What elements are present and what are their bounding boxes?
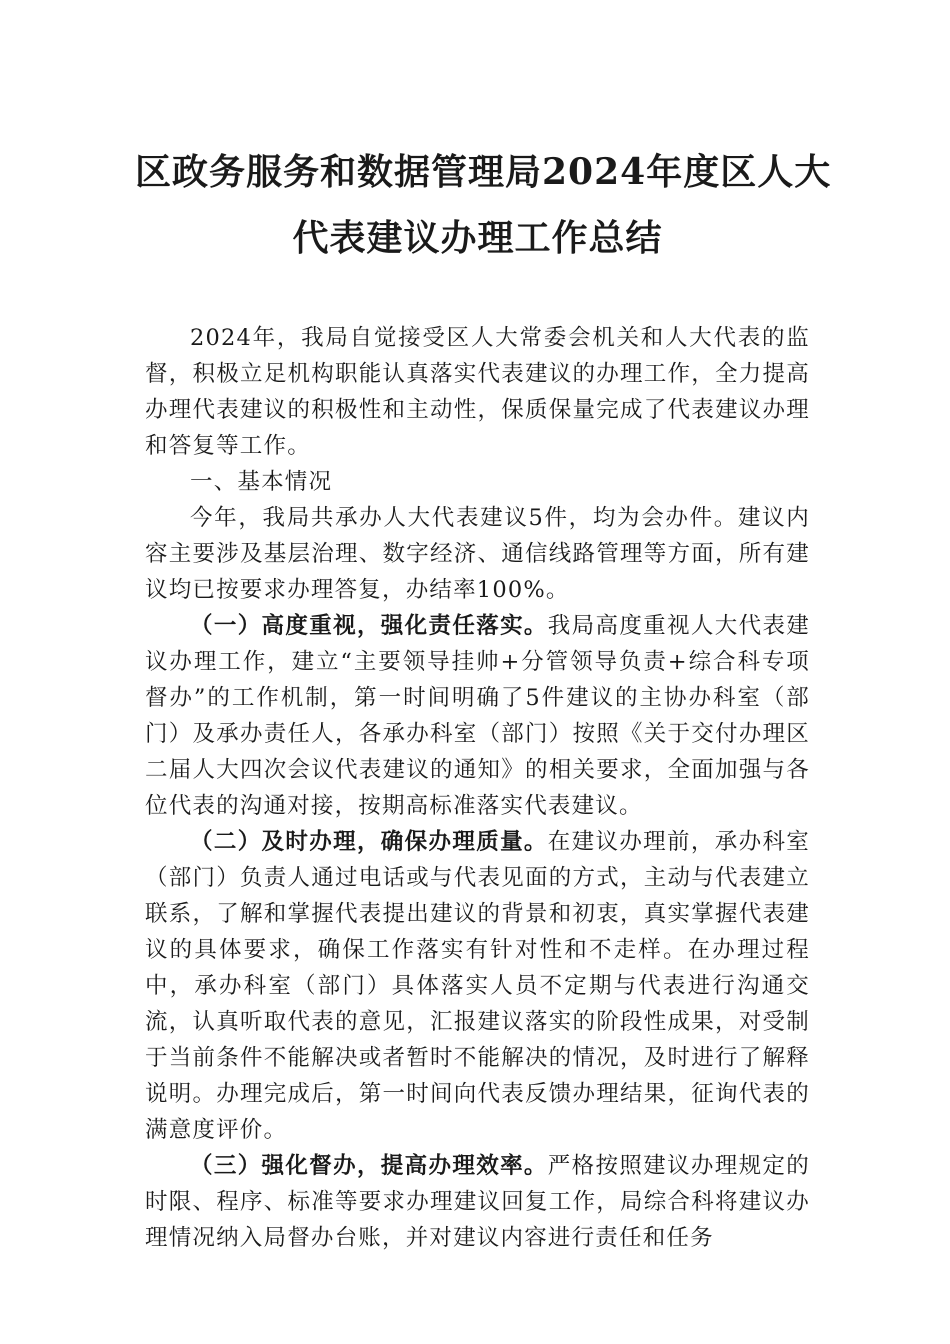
- item-3-text: 严格按照建议办理规定的时限、程序、标准等要求办理建议回复工作，局综合科将建议办理情况纳入局督办台账，并对建议内容进行责任和任务: [145, 1153, 810, 1251]
- document-page: [135, 150, 832, 1256]
- item-1-text: 我局高度重视人大代表建议办理工作，建立“主要领导挂帅+分管领导负责+综合科专项督办”的工作机制，第一时间明确了5件建议的主协办科室（部门）及承办责任人，各承办科室（部门）按照《关于交付办理区二届人大四次会议代表建议的通知》的相关要求，全面加强与各位代表的沟通对接，按期高标准落实代表建议。: [145, 613, 810, 819]
- item-2-lead: （二）及时办理，确保办理质量。: [190, 829, 548, 855]
- basic-situation-paragraph: 今年，我局共承办人大代表建议5件，均为会办件。建议内容主要涉及基层治理、数字经济、通信线路管理等方面，所有建议均已按要求办理答复，办结率100%。: [145, 505, 810, 603]
- item-1-paragraph: [145, 608, 810, 824]
- document-body: [145, 320, 810, 1256]
- item-1-lead: （一）高度重视，强化责任落实。: [190, 613, 548, 639]
- item-3-lead: （三）强化督办，提高办理效率。: [190, 1153, 548, 1179]
- section-heading-basic-situation: 一、基本情况: [190, 469, 333, 495]
- intro-paragraph: 2024年，我局自觉接受区人大常委会机关和人大代表的监督，积极立足机构职能认真落实代表建议的办理工作，全力提高办理代表建议的积极性和主动性，保质保量完成了代表建议办理和答复等工作。: [145, 325, 810, 459]
- item-2-paragraph: [145, 824, 810, 1148]
- document-title-line-1: 区政务服务和数据管理局2024年度区人大: [135, 151, 832, 193]
- document-title-line-2: 代表建议办理工作总结: [292, 217, 663, 259]
- item-3-paragraph: [145, 1148, 810, 1256]
- item-2-text: 在建议办理前，承办科室（部门）负责人通过电话或与代表见面的方式，主动与代表建立联系，了解和掌握代表提出建议的背景和初衷，真实掌握代表建议的具体要求，确保工作落实有针对性和不走样。在办理过程中，承办科室（部门）具体落实人员不定期与代表进行沟通交流，认真听取代表的意见，汇报建议落实的阶段性成果，对受制于当前条件不能解决或者暂时不能解决的情况，及时进行了解释说明。办理完成后，第一时间向代表反馈办理结果，征询代表的满意度评价。: [145, 829, 810, 1143]
